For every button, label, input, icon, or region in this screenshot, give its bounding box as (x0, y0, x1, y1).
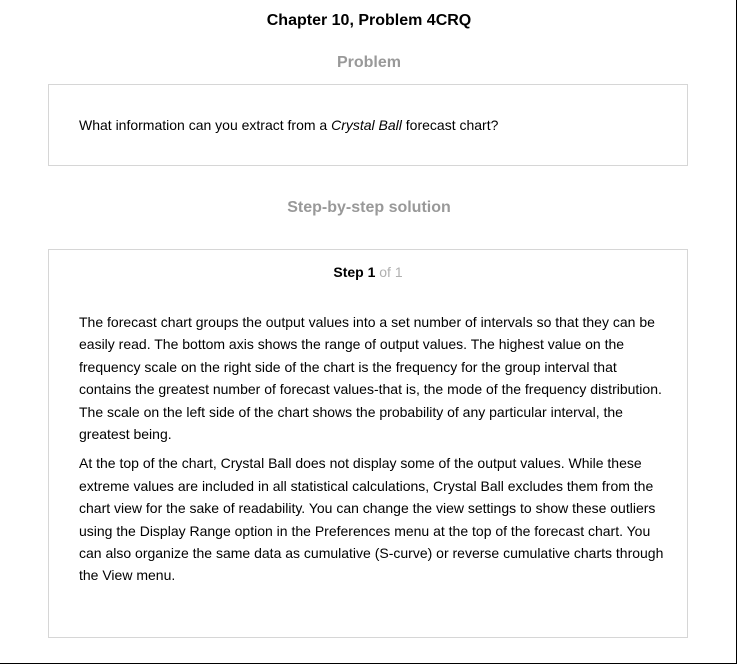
problem-heading: Problem (336, 54, 401, 71)
step-body (79, 311, 664, 594)
problem-text-italic: Crystal Ball (331, 117, 402, 133)
step-indicator (49, 264, 687, 280)
problem-question (79, 116, 498, 134)
step-total: of 1 (375, 264, 403, 280)
problem-text-before: What information can you extract from a (79, 117, 332, 133)
problem-box (48, 84, 688, 166)
solution-box (48, 249, 688, 638)
solution-paragraph-1: The forecast chart groups the output values into a set number of intervals so that they can be easily read. The bottom axis shows the range of output values. The highest value on the frequency scale on the right side of the chart is the frequency for the group interval that contains the greatest number of forecast values-that is, the mode of the frequency distribution. The scale on the left side of the chart shows the probability of any particular interval, the greatest being. (79, 314, 662, 443)
problem-text-after: forecast chart? (401, 117, 499, 133)
solution-paragraph-2: At the top of the chart, Crystal Ball does not display some of the output values. While these extreme values are included in all statistical calculations, Crystal Ball excludes them from the chart view for the sake of readability. You can change the view settings to show these outliers using the Display Range option in the Preferences menu at the top of the forecast chart. You can also organize the same data as cumulative (S-curve) or reverse cumulative charts through the View menu. (79, 455, 664, 584)
chapter-title: Chapter 10, Problem 4CRQ (266, 12, 472, 29)
step-number: Step 1 (333, 264, 376, 280)
solution-heading: Step-by-step solution (287, 199, 451, 216)
